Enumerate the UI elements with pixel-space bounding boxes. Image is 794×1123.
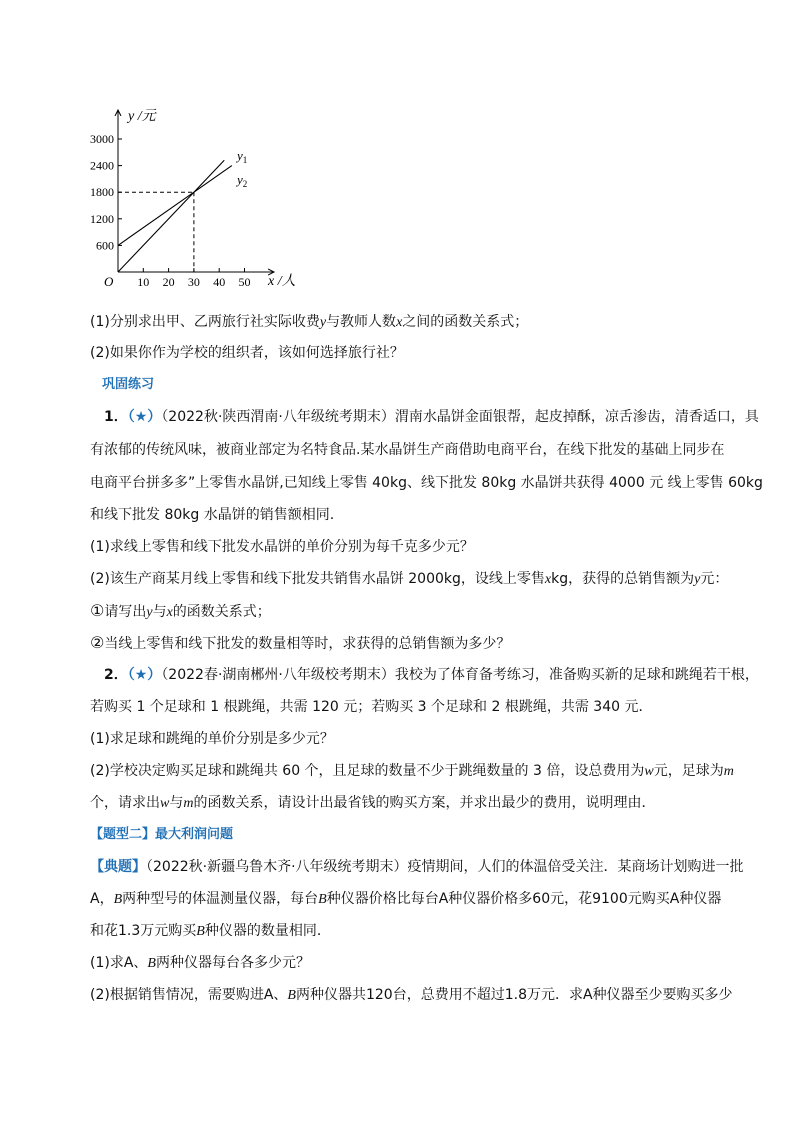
p1-line4: 和线下批发 80kg 水晶饼的销售额相同. <box>90 507 335 523</box>
x-tick-label: 30 <box>187 275 200 289</box>
x-axis-label: x /人 <box>268 274 296 289</box>
example-sub2: (2)根据销售情况，需要购进A、B两种仪器共120台，总费用不超过1.8万元．求A种仪器至少要购买多少 <box>90 987 733 1003</box>
y-tick-label: 3000 <box>90 132 114 147</box>
x-tick-label: 40 <box>213 275 226 289</box>
prev-sub2: (2)如果你作为学校的组织者，该如何选择旅行社？ <box>90 345 404 361</box>
chart-marks <box>90 132 251 289</box>
p1-line1: 1．（★）（2022秋·陕西渭南·八年级统考期末）渭南水晶饼金面银帮，起皮掉酥，凉舌渗齿，清香适口，具 <box>104 409 759 425</box>
x-tick-label: 20 <box>162 275 175 289</box>
series-line-y1 <box>118 160 224 272</box>
p1-line3: 电商平台拼多多”上零售水晶饼,已知线上零售 40kg、线下批发 80kg 水晶饼共获得 4000 元 线上零售 60kg <box>90 475 763 491</box>
p2-sub2: (2)学校决定购买足球和跳绳共 60 个，且足球的数量不少于跳绳数量的 3 倍，设总费用为w元，足球为m <box>90 763 734 779</box>
line2-label: $y_2$ <box>237 172 248 189</box>
p2-line2: 若购买 1 个足球和 1 根跳绳，共需 120 元；若购买 3 个足球和 2 根跳绳，共需 340 元． <box>90 699 653 715</box>
y-tick-label: 1200 <box>90 211 114 226</box>
graph-svg <box>78 96 318 296</box>
example-line2: A，B两种型号的体温测量仪器，每台B种仪器价格比每台A种仪器价格多60元，花9100元购买A种仪器 <box>90 891 722 907</box>
p1-c2: ②当线上零售和线下批发的数量相等时，求获得的总销售额为多少？ <box>90 633 511 652</box>
p1-sub1: (1)求线上零售和线下批发水晶饼的单价分别为每千克多少元？ <box>90 539 474 555</box>
p1-line2: 有浓郁的传统风味，被商业部定为名特食品.某水晶饼生产商借助电商平台，在线下批发的基础上同步在 <box>90 442 725 458</box>
y-axis-label: y /元 <box>128 109 156 124</box>
y-tick-label: 2400 <box>90 158 114 173</box>
type2-title: 【题型二】最大利润问题 <box>90 827 234 842</box>
prev-sub1: (1)分别求出甲、乙两旅行社实际收费y与教师人数x之间的函数关系式； <box>90 314 529 330</box>
example-line1: 【典题】（2022秋·新疆乌鲁木齐·八年级统考期末）疫情期间，人们的体温倍受关注．某商场计划购进一批 <box>90 859 744 875</box>
section-title: 巩固练习 <box>102 377 155 392</box>
example-line3: 和花1.3万元购买B种仪器的数量相同． <box>90 923 331 939</box>
example-sub1: (1)求A、B两种仪器每台各多少元？ <box>90 955 310 971</box>
x-tick-label: 50 <box>238 275 251 289</box>
p2-sub2-cont: 个，请求出w与m的函数关系，请设计出最省钱的购买方案，并求出最少的费用，说明理由． <box>90 795 656 811</box>
p1-c1: ①请写出y与x的函数关系式； <box>90 601 271 620</box>
origin-label: O <box>104 274 114 289</box>
p1-sub2: (2)该生产商某月线上零售和线下批发共销售水晶饼 2000kg，设线上零售xkg，获得的总销售额为y元： <box>90 571 729 587</box>
y-tick-label: 600 <box>96 238 114 253</box>
p2-line1: 2．（★）（2022春·湖南郴州·八年级校考期末）我校为了体育备考练习，准备购买新的足球和跳绳若干根， <box>104 667 759 683</box>
series-line-y2 <box>118 166 232 246</box>
function-graph <box>78 96 318 296</box>
line1-label: $y_1$ <box>237 148 248 165</box>
x-tick-label: 10 <box>137 275 150 289</box>
y-tick-label: 1800 <box>90 185 114 200</box>
p2-sub1: (1)求足球和跳绳的单价分别是多少元？ <box>90 731 334 747</box>
